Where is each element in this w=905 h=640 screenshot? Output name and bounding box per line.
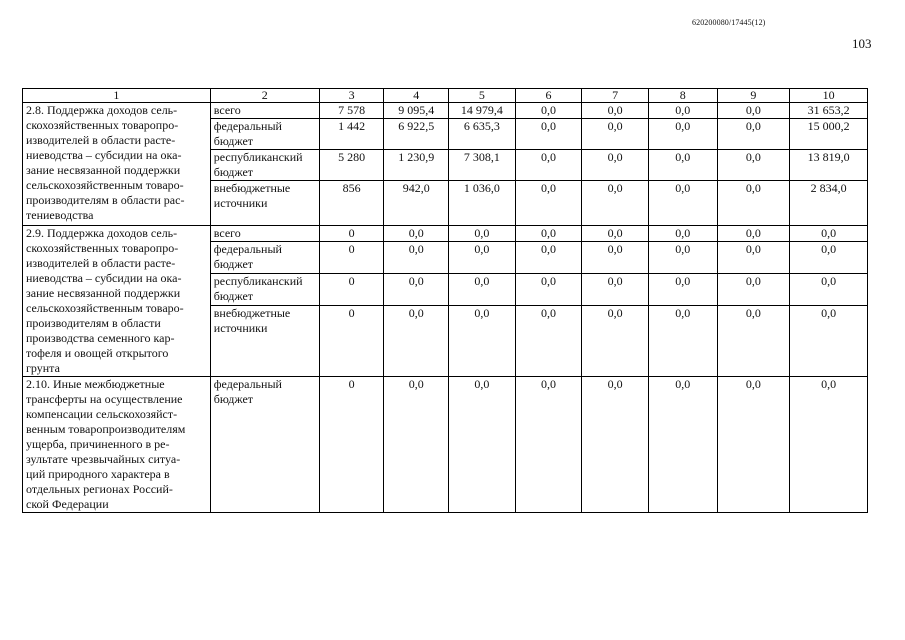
measure-name-line: тофеля и овощей открытого xyxy=(26,346,169,360)
column-header-6: 6 xyxy=(515,89,582,103)
funding-source-line: бюджет xyxy=(213,257,254,272)
value-cell: 0,0 xyxy=(717,119,790,150)
funding-source-cell xyxy=(210,119,319,150)
value-cell: 0,0 xyxy=(384,274,449,306)
measure-name-line: ций природного характера в xyxy=(26,467,170,481)
measure-name-line: венным товаропроизводителям xyxy=(26,422,186,436)
measure-name-line: ущерба, причиненного в ре- xyxy=(26,437,170,451)
value-cell: 0,0 xyxy=(515,181,582,226)
value-cell: 0 xyxy=(319,226,384,242)
table-row xyxy=(23,226,868,242)
value-cell: 2 834,0 xyxy=(790,181,868,226)
value-cell: 0,0 xyxy=(648,181,717,226)
funding-source-line: источники xyxy=(213,321,268,336)
measure-name-line: ниеводства – субсидии на ока- xyxy=(26,148,182,162)
column-header-4: 4 xyxy=(384,89,449,103)
document-code: 620200080/17445(12) xyxy=(692,18,766,27)
value-cell: 0,0 xyxy=(648,103,717,119)
measure-name-line: зультате чрезвычайных ситуа- xyxy=(26,452,181,466)
funding-source-line: бюджет xyxy=(213,134,254,148)
funding-source-line: бюджет xyxy=(213,392,254,406)
measure-name-line: ской Федерации xyxy=(26,497,109,511)
measure-name-line: изводителей в области расте- xyxy=(26,133,176,147)
value-cell: 0,0 xyxy=(582,242,649,274)
value-cell: 0,0 xyxy=(582,103,649,119)
measure-name-line: зание несвязанной поддержки xyxy=(26,163,181,177)
value-cell: 1 036,0 xyxy=(449,181,516,226)
column-header-10: 10 xyxy=(790,89,868,103)
value-cell: 7 308,1 xyxy=(449,150,516,181)
table-header-row xyxy=(23,89,868,103)
value-cell: 0,0 xyxy=(717,150,790,181)
page-number: 103 xyxy=(852,36,872,51)
value-cell: 0,0 xyxy=(384,226,449,242)
measure-name-line: производства семенного кар- xyxy=(26,331,175,345)
value-cell: 0,0 xyxy=(648,306,717,377)
value-cell: 31 653,2 xyxy=(790,103,868,119)
value-cell: 0,0 xyxy=(515,150,582,181)
funding-source-cell xyxy=(210,274,319,306)
funding-source-line: федеральный xyxy=(213,242,282,257)
funding-source-line: республиканский xyxy=(213,150,303,164)
value-cell: 0,0 xyxy=(648,119,717,150)
value-cell: 0,0 xyxy=(582,181,649,226)
measure-name-cell xyxy=(23,226,211,377)
value-cell: 0,0 xyxy=(384,377,449,513)
value-cell: 0,0 xyxy=(717,377,790,513)
table-row xyxy=(23,103,868,119)
value-cell: 9 095,4 xyxy=(384,103,449,119)
funding-source-line: внебюджетные xyxy=(213,306,291,321)
value-cell: 0,0 xyxy=(790,226,868,242)
value-cell: 15 000,2 xyxy=(790,119,868,150)
value-cell: 13 819,0 xyxy=(790,150,868,181)
value-cell: 0,0 xyxy=(515,274,582,306)
measure-name-line: компенсации сельскохозяйст- xyxy=(26,407,178,421)
column-header-8: 8 xyxy=(648,89,717,103)
value-cell: 0 xyxy=(319,274,384,306)
value-cell: 0,0 xyxy=(790,306,868,377)
value-cell: 0,0 xyxy=(790,242,868,274)
value-cell: 0,0 xyxy=(717,306,790,377)
funding-source-line: всего xyxy=(213,103,241,117)
value-cell: 0,0 xyxy=(582,274,649,306)
column-header-5: 5 xyxy=(449,89,516,103)
value-cell: 0,0 xyxy=(717,242,790,274)
value-cell: 0,0 xyxy=(515,103,582,119)
measure-name-cell xyxy=(23,377,211,513)
funding-source-cell xyxy=(210,103,319,119)
value-cell: 0,0 xyxy=(582,306,649,377)
funding-source-cell xyxy=(210,181,319,226)
measure-name-line: сельскохозяйственным товаро- xyxy=(26,178,184,192)
value-cell: 0,0 xyxy=(648,242,717,274)
measure-name-line: ниеводства – субсидии на ока- xyxy=(26,271,182,285)
measure-name-line: зание несвязанной поддержки xyxy=(26,286,181,300)
value-cell: 0,0 xyxy=(515,119,582,150)
value-cell: 0,0 xyxy=(449,242,516,274)
funding-source-line: всего xyxy=(213,226,241,240)
column-header-1: 1 xyxy=(23,89,211,103)
measure-name-line: 2.8. Поддержка доходов сель- xyxy=(26,103,178,117)
measure-name-line: трансферты на осуществление xyxy=(26,392,183,406)
value-cell: 0,0 xyxy=(384,242,449,274)
funding-source-line: федеральный xyxy=(213,119,282,133)
table-body xyxy=(23,89,868,513)
funding-source-cell xyxy=(210,226,319,242)
funding-source-line: источники xyxy=(213,196,268,210)
value-cell: 1 230,9 xyxy=(384,150,449,181)
value-cell: 0,0 xyxy=(717,226,790,242)
value-cell: 0,0 xyxy=(648,150,717,181)
funding-source-line: республиканский xyxy=(213,274,303,289)
value-cell: 0,0 xyxy=(515,306,582,377)
measure-name-line: грунта xyxy=(26,361,60,375)
measure-name-line: тениеводства xyxy=(26,208,94,222)
measure-name-line: производителям в области xyxy=(26,316,161,330)
value-cell: 942,0 xyxy=(384,181,449,226)
measure-name-line: сельскохозяйственным товаро- xyxy=(26,301,184,315)
measure-name-line: отдельных регионах Россий- xyxy=(26,482,173,496)
value-cell: 0 xyxy=(319,377,384,513)
value-cell: 0,0 xyxy=(582,377,649,513)
value-cell: 5 280 xyxy=(319,150,384,181)
funding-source-cell xyxy=(210,150,319,181)
value-cell: 0,0 xyxy=(449,306,516,377)
value-cell: 0,0 xyxy=(582,226,649,242)
column-header-7: 7 xyxy=(582,89,649,103)
funding-source-line: бюджет xyxy=(213,165,254,179)
value-cell: 0,0 xyxy=(449,274,516,306)
column-header-3: 3 xyxy=(319,89,384,103)
funding-source-cell xyxy=(210,306,319,377)
measure-name-line: изводителей в области расте- xyxy=(26,256,176,270)
measure-name-line: 2.9. Поддержка доходов сель- xyxy=(26,226,178,240)
value-cell: 0,0 xyxy=(449,377,516,513)
funding-source-line: федеральный xyxy=(213,377,282,391)
value-cell: 0,0 xyxy=(515,242,582,274)
value-cell: 0,0 xyxy=(790,377,868,513)
value-cell: 0 xyxy=(319,242,384,274)
value-cell: 1 442 xyxy=(319,119,384,150)
value-cell: 0 xyxy=(319,306,384,377)
value-cell: 0,0 xyxy=(648,377,717,513)
value-cell: 856 xyxy=(319,181,384,226)
value-cell: 0,0 xyxy=(648,274,717,306)
value-cell: 0,0 xyxy=(717,274,790,306)
value-cell: 0,0 xyxy=(717,181,790,226)
budget-table xyxy=(22,88,868,513)
table-row xyxy=(23,377,868,513)
measure-name-cell xyxy=(23,103,211,226)
value-cell: 6 635,3 xyxy=(449,119,516,150)
funding-source-line: внебюджетные xyxy=(213,181,291,195)
value-cell: 0,0 xyxy=(790,274,868,306)
value-cell: 0,0 xyxy=(582,119,649,150)
value-cell: 0,0 xyxy=(582,150,649,181)
column-header-2: 2 xyxy=(210,89,319,103)
value-cell: 0,0 xyxy=(515,226,582,242)
value-cell: 14 979,4 xyxy=(449,103,516,119)
value-cell: 0,0 xyxy=(449,226,516,242)
funding-source-line: бюджет xyxy=(213,289,254,304)
value-cell: 0,0 xyxy=(384,306,449,377)
funding-source-cell xyxy=(210,377,319,513)
funding-source-cell xyxy=(210,242,319,274)
measure-name-line: скохозяйственных товаропро- xyxy=(26,118,179,132)
value-cell: 6 922,5 xyxy=(384,119,449,150)
column-header-9: 9 xyxy=(717,89,790,103)
value-cell: 0,0 xyxy=(648,226,717,242)
measure-name-line: 2.10. Иные межбюджетные xyxy=(26,377,165,391)
value-cell: 0,0 xyxy=(515,377,582,513)
value-cell: 0,0 xyxy=(717,103,790,119)
value-cell: 7 578 xyxy=(319,103,384,119)
measure-name-line: производителям в области рас- xyxy=(26,193,185,207)
measure-name-line: скохозяйственных товаропро- xyxy=(26,241,179,255)
